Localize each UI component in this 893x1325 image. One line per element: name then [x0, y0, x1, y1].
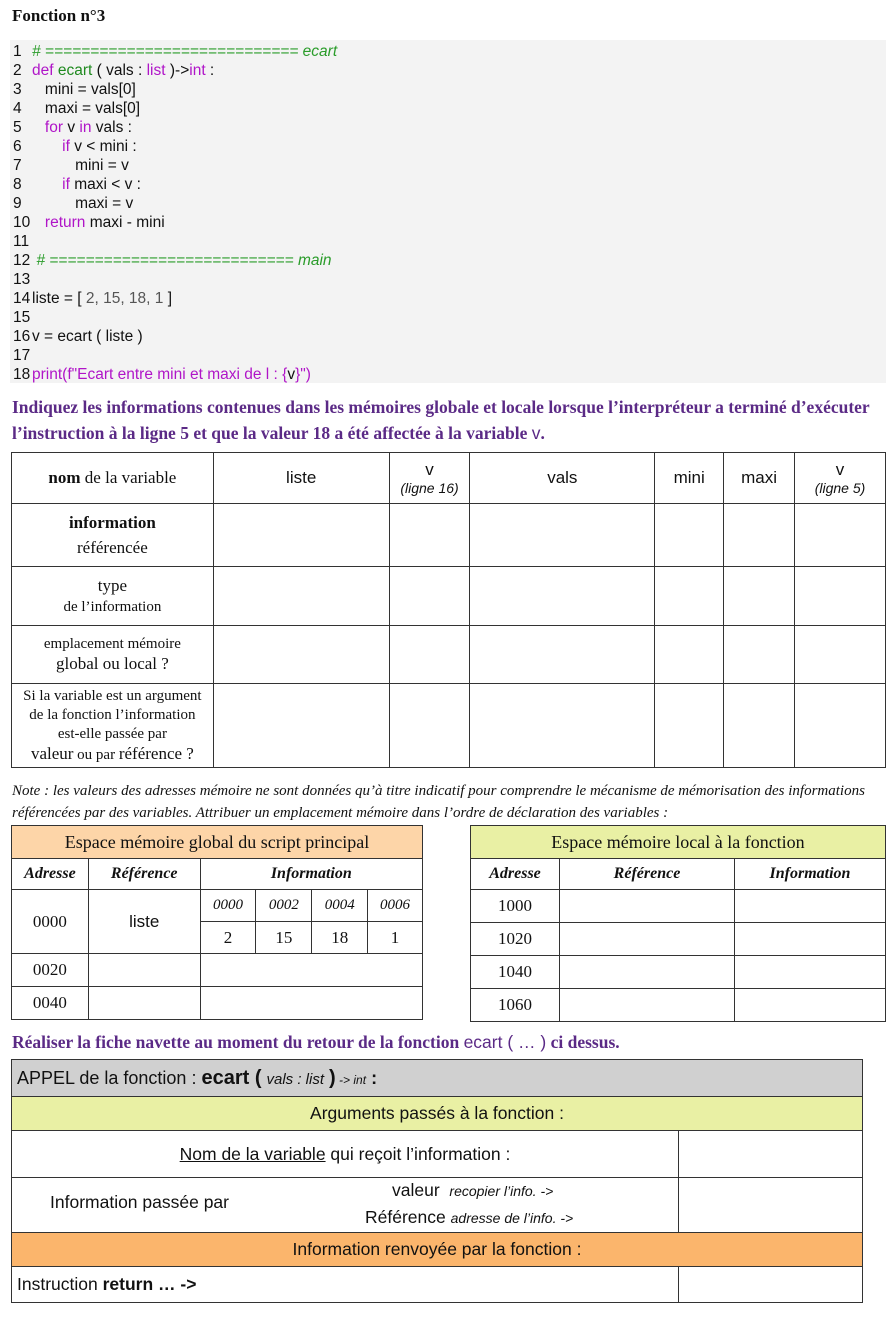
answer-cell[interactable]: [795, 626, 886, 684]
call-label: APPEL de la fonction :: [17, 1067, 202, 1088]
information-cell[interactable]: [200, 987, 422, 1020]
label-word: valeur: [30, 743, 74, 763]
label-line: Si la variable est un argument: [23, 687, 202, 704]
code-line: [10, 175, 141, 194]
col-name: liste: [286, 468, 317, 487]
label-line: emplacement mémoire: [43, 636, 181, 652]
information-cell[interactable]: [735, 956, 886, 989]
code-comment: # =========================== main: [36, 252, 332, 269]
line-number: 8: [13, 176, 22, 193]
line-number: 11: [13, 233, 30, 250]
answer-cell[interactable]: [213, 684, 389, 768]
code-text: v: [287, 366, 296, 383]
reference-cell[interactable]: [560, 923, 735, 956]
code-text: v: [63, 119, 80, 136]
col-address: Adresse: [12, 859, 89, 890]
code-line: [10, 118, 132, 137]
name-answer-cell[interactable]: [679, 1131, 863, 1178]
label-line: de l’information: [63, 598, 162, 615]
sub-address: 0002: [256, 890, 312, 922]
args-header: Arguments passés à la fonction :: [12, 1097, 863, 1131]
header-bold: nom: [48, 468, 81, 487]
call-close: ): [329, 1066, 336, 1089]
valeur-label: valeur: [392, 1180, 440, 1200]
code-text: mini = vals[0]: [44, 81, 136, 98]
code-keyword: if: [62, 176, 70, 193]
reference-cell[interactable]: [560, 989, 735, 1022]
note-text: Note : les valeurs des adresses mémoire ne sont données qu’à titre indicatif pour comprendre le mécanisme de mémorisation des informations référencées par des variables. Attribuer un emplacement mémoire dans l’ordre de déclaration des variables :: [12, 783, 865, 821]
code-line: [10, 156, 129, 175]
code-line: [10, 308, 32, 327]
col-sub: (ligne 5): [814, 480, 866, 496]
page-title: Fonction n°3: [12, 6, 106, 25]
row-label-information: [12, 504, 214, 567]
sub-address: 0006: [368, 890, 423, 922]
question-body: Indiquez les informations contenues dans les mémoires globale et locale lorsque l’interpréteur a terminé d’exécuter l’instruction à la ligne 5 et que la valeur 18 a été affectée à la variable: [12, 397, 870, 443]
sub-value: 2: [200, 922, 256, 954]
answer-cell[interactable]: [389, 684, 470, 768]
col-name: mini: [673, 468, 705, 487]
col-address: Adresse: [471, 859, 560, 890]
name-label: Nom de la variable: [179, 1143, 326, 1164]
code-text: maxi < v :: [69, 176, 141, 193]
answer-cell[interactable]: [389, 567, 470, 626]
code-text: :: [205, 62, 215, 79]
label-line: global ou local ?: [55, 654, 169, 673]
code-text: mini = v: [75, 157, 129, 174]
question-end: .: [540, 423, 545, 443]
return-header: Information renvoyée par la fonction :: [12, 1233, 863, 1267]
sub-value: 18: [312, 922, 368, 954]
answer-cell[interactable]: [213, 567, 389, 626]
variables-table: [11, 452, 886, 768]
address-cell: 0000: [12, 890, 89, 954]
instr-return: return … ->: [102, 1274, 197, 1294]
answer-cell[interactable]: [213, 626, 389, 684]
answer-cell[interactable]: [655, 504, 724, 567]
col-header-maxi: [724, 453, 795, 504]
code-line: [10, 365, 311, 384]
passage-cell: [12, 1178, 679, 1233]
passage-rest: passée par: [137, 1192, 229, 1212]
col-name: vals: [547, 468, 578, 487]
label-line: est-elle passée par: [57, 725, 167, 742]
code-keyword: list: [146, 62, 166, 79]
code-line: [10, 80, 136, 99]
answer-cell[interactable]: [795, 567, 886, 626]
line-number: 2: [13, 62, 22, 79]
code-function-name: ecart: [57, 62, 93, 79]
code-text: v < mini :: [69, 138, 137, 155]
information-cell[interactable]: [200, 954, 422, 987]
question-variable: v: [531, 423, 541, 443]
code-text: maxi = v: [75, 195, 134, 212]
row-label-passage: [12, 684, 214, 768]
answer-cell[interactable]: [724, 684, 795, 768]
col-name: v: [425, 460, 434, 479]
answer-cell[interactable]: [655, 626, 724, 684]
task-text: [12, 1032, 620, 1053]
answer-cell[interactable]: [389, 504, 470, 567]
information-cell[interactable]: [735, 890, 886, 923]
code-block: [10, 40, 886, 383]
reference-cell[interactable]: [88, 987, 200, 1020]
address-cell: 0020: [12, 954, 89, 987]
answer-cell[interactable]: [470, 684, 655, 768]
passage-answer-cell[interactable]: [679, 1178, 863, 1233]
code-text: maxi = vals[0]: [44, 100, 141, 117]
col-header-v-16: [389, 453, 470, 504]
line-number: 10: [13, 214, 31, 231]
answer-cell[interactable]: [655, 684, 724, 768]
label-line: type: [97, 575, 128, 595]
code-line: [10, 251, 332, 270]
answer-cell[interactable]: [724, 567, 795, 626]
label-line: de la fonction l’information: [29, 706, 196, 723]
line-number: 4: [13, 100, 22, 117]
code-string: }"): [295, 366, 311, 383]
return-answer-cell[interactable]: [679, 1267, 863, 1303]
code-number: 2, 15, 18, 1: [85, 290, 164, 307]
sub-address: 0004: [312, 890, 368, 922]
code-text: v = ecart ( liste ): [32, 328, 143, 345]
code-text: liste = [: [32, 290, 86, 307]
address-cell: 1040: [471, 956, 560, 989]
answer-cell[interactable]: [470, 504, 655, 567]
code-line: [10, 289, 172, 308]
col-header-liste: [213, 453, 389, 504]
line-number: 13: [13, 271, 31, 288]
label-line: référencée: [77, 538, 148, 557]
line-number: 5: [13, 119, 22, 136]
address-cell: 1060: [471, 989, 560, 1022]
call-row: [12, 1060, 863, 1097]
address-cell: 0040: [12, 987, 89, 1020]
code-keyword: in: [79, 119, 92, 136]
row-label-emplacement: [12, 626, 214, 684]
task-end: ci dessus.: [546, 1032, 620, 1052]
valeur-line: [392, 1180, 553, 1201]
name-label-cell: [12, 1131, 679, 1178]
answer-cell[interactable]: [795, 684, 886, 768]
line-number: 17: [13, 347, 31, 364]
information-cell[interactable]: [735, 923, 886, 956]
code-line: [10, 42, 337, 61]
navette-table: [11, 1059, 863, 1303]
reference-line: [365, 1207, 573, 1228]
reference-cell[interactable]: [560, 956, 735, 989]
code-keyword: print: [32, 366, 63, 383]
col-name: v: [835, 460, 845, 479]
line-number: 7: [13, 157, 22, 174]
line-number: 18: [13, 366, 31, 383]
passage-bold: Information: [50, 1192, 138, 1212]
code-keyword: return: [44, 214, 86, 231]
local-memory-table: [470, 825, 886, 1022]
task-function: ecart ( … ): [463, 1032, 547, 1052]
answer-cell[interactable]: [213, 504, 389, 567]
passage-label: [50, 1192, 229, 1213]
address-cell: 1020: [471, 923, 560, 956]
code-text: ]: [163, 290, 173, 307]
reference-label: Référence: [365, 1207, 446, 1227]
label-word: référence: [118, 743, 183, 763]
call-signature: vals : list: [266, 1070, 325, 1088]
line-number: 6: [13, 138, 22, 155]
line-number: 16: [13, 328, 31, 345]
sub-value: 1: [368, 922, 423, 954]
global-memory-caption: Espace mémoire global du script principal: [12, 826, 423, 859]
row-label-type: [12, 567, 214, 626]
sub-address: 0000: [200, 890, 256, 922]
code-text: vals :: [91, 119, 132, 136]
label-word: ?: [182, 743, 194, 763]
header-variable-name: [12, 453, 214, 504]
line-number: 12: [13, 252, 31, 269]
col-header-vals: [470, 453, 655, 504]
code-keyword: for: [44, 119, 64, 136]
code-line: [10, 99, 140, 118]
code-keyword: def: [32, 62, 54, 79]
reference-cell[interactable]: [88, 954, 200, 987]
code-keyword: if: [62, 138, 70, 155]
answer-cell[interactable]: [470, 567, 655, 626]
line-number: 9: [13, 195, 22, 212]
code-line: [10, 346, 32, 365]
col-sub: (ligne 16): [400, 480, 459, 496]
call-function: ecart (: [201, 1066, 262, 1089]
col-header-mini: [655, 453, 724, 504]
answer-cell[interactable]: [389, 626, 470, 684]
name-label-rest: qui reçoit l’information :: [325, 1143, 511, 1164]
line-number: 14: [13, 290, 31, 307]
address-cell: 1000: [471, 890, 560, 923]
reference-hint: adresse de l’info. ->: [450, 1210, 574, 1226]
global-memory-table: [11, 825, 423, 1020]
sub-value: 15: [256, 922, 312, 954]
col-name: maxi: [741, 468, 778, 487]
code-text: maxi - mini: [85, 214, 165, 231]
header-rest: de la variable: [80, 468, 177, 487]
col-information: Information: [200, 859, 422, 890]
instr-label: Instruction: [17, 1274, 103, 1294]
line-number: 15: [13, 309, 31, 326]
col-reference: Référence: [88, 859, 200, 890]
answer-cell[interactable]: [795, 504, 886, 567]
code-keyword: int: [189, 62, 206, 79]
information-cell[interactable]: [735, 989, 886, 1022]
answer-cell[interactable]: [655, 567, 724, 626]
line-number: 3: [13, 81, 22, 98]
line-number: 1: [13, 43, 22, 60]
code-comment: # ============================ ecart: [32, 43, 338, 60]
code-line: [10, 270, 32, 289]
col-reference: Référence: [560, 859, 735, 890]
code-line: [10, 194, 133, 213]
reference-cell[interactable]: [560, 890, 735, 923]
question-text: [12, 394, 872, 446]
col-header-v-5: [795, 453, 886, 504]
code-line: [10, 137, 137, 156]
col-information: Information: [735, 859, 886, 890]
code-text: ( vals :: [92, 62, 147, 79]
call-end: :: [366, 1067, 378, 1088]
label-line: information: [68, 513, 156, 532]
code-line: [10, 327, 143, 346]
code-text: )->: [165, 62, 190, 79]
task-body: Réaliser la fiche navette au moment du retour de la fonction: [12, 1032, 460, 1052]
code-string: (f"Ecart entre mini et maxi de l : {: [62, 366, 288, 383]
local-memory-caption: Espace mémoire local à la fonction: [471, 826, 886, 859]
code-line: [10, 61, 214, 80]
code-line: [10, 213, 165, 232]
code-line: [10, 232, 32, 251]
return-instruction-cell: [12, 1267, 679, 1303]
answer-cell[interactable]: [724, 504, 795, 567]
call-return-type: -> int: [335, 1072, 367, 1087]
label-word: ou par: [73, 746, 119, 763]
answer-cell[interactable]: [470, 626, 655, 684]
valeur-hint: recopier l’info. ->: [449, 1183, 554, 1199]
answer-cell[interactable]: [724, 626, 795, 684]
reference-cell: liste: [88, 890, 200, 954]
